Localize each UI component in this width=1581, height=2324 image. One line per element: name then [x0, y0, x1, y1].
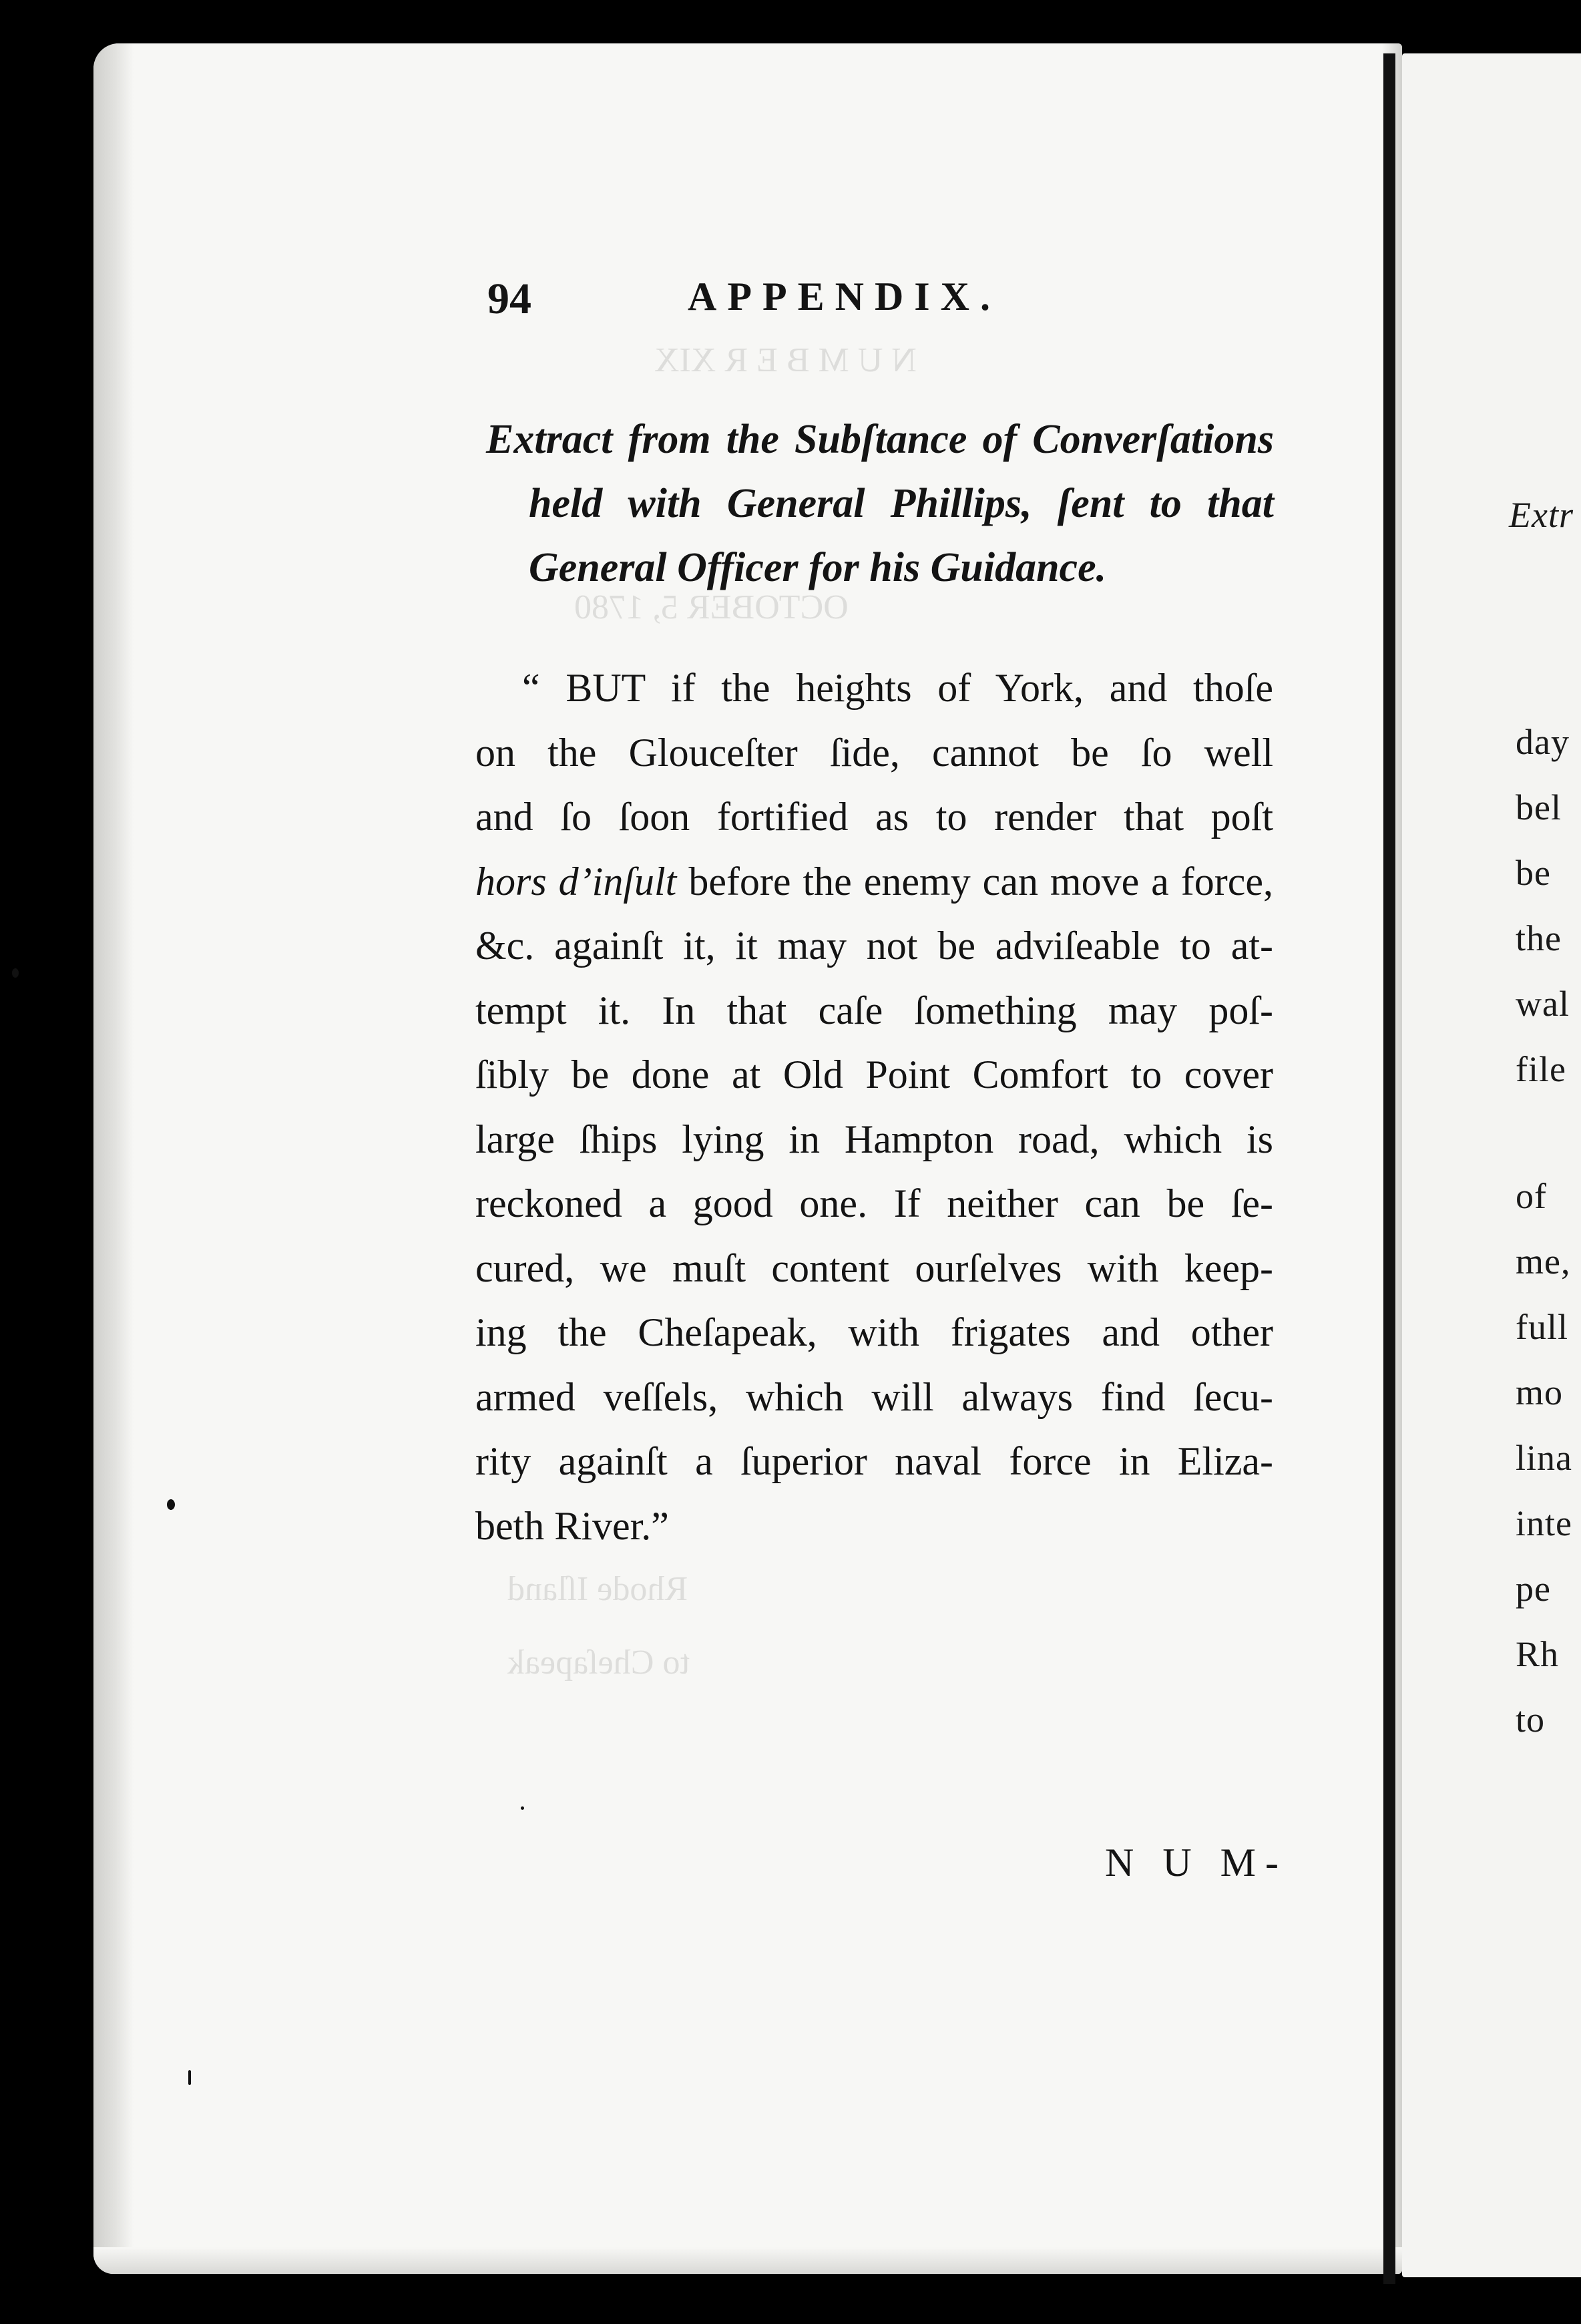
facing-line: bel	[1516, 787, 1562, 827]
facing-line: be	[1516, 853, 1551, 893]
page-number: 94	[487, 274, 531, 323]
show-through-text: to Cheſapeak	[507, 1643, 690, 1682]
body-line: beth River.”	[475, 1503, 669, 1548]
body-line: and ſo ſoon fortified as to render that poſt	[475, 795, 1273, 839]
body-line: “ BUT if the heights of York, and thoſe	[522, 666, 1273, 710]
page-bottom-shadow	[93, 2247, 1402, 2274]
facing-line: of	[1516, 1176, 1547, 1216]
caption-line: Extract from the Subſtance of Converſations	[486, 417, 1274, 462]
facing-line: file	[1516, 1049, 1566, 1089]
caption-line: General Officer for his Guidance.	[529, 545, 1107, 590]
facing-line: inte	[1516, 1503, 1572, 1543]
body-line	[475, 849, 1273, 914]
page-header	[487, 274, 1175, 334]
scan-speck	[167, 1499, 175, 1510]
body-text	[475, 656, 1273, 1558]
show-through-text: OCTOBER 5, 1780	[574, 588, 849, 626]
facing-line: day	[1516, 722, 1570, 762]
caption-line: held with General Phillips, ſent to that	[529, 481, 1274, 526]
facing-line: me,	[1516, 1241, 1571, 1282]
book-gutter	[1383, 53, 1395, 2284]
body-line: reckoned a good one. If neither can be ſe-	[475, 1181, 1273, 1225]
page-edge-shadow	[93, 43, 134, 2274]
facing-line: full	[1516, 1307, 1568, 1347]
show-through-text: N U M B E R XIX	[654, 341, 917, 379]
facing-page-fragment	[1402, 53, 1581, 2277]
body-line: ſibly be done at Old Point Comfort to cover	[475, 1052, 1273, 1097]
body-line: large ſhips lying in Hampton road, which is	[475, 1117, 1273, 1161]
scan-speck	[188, 2070, 191, 2085]
facing-line: wal	[1516, 984, 1570, 1024]
body-line: tempt it. In that caſe ſomething may poſ-	[475, 988, 1273, 1032]
italic-phrase: hors d’inſult	[475, 859, 677, 904]
facing-line: Rh	[1516, 1634, 1560, 1674]
extract-caption	[486, 407, 1274, 600]
facing-line: Extr	[1509, 495, 1574, 535]
body-line: rity againſt a ſuperior naval force in Eliza-	[475, 1439, 1273, 1483]
facing-line: to	[1516, 1700, 1546, 1740]
body-line: armed veſſels, which will always find ſecu-	[475, 1374, 1273, 1419]
body-line: ing the Cheſapeak, with frigates and other	[475, 1310, 1273, 1354]
body-line: &c. againſt it, it may not be adviſeable to at-	[475, 924, 1273, 968]
scan-speck	[521, 1806, 524, 1810]
facing-line: pe	[1516, 1569, 1551, 1609]
body-line-rest: before the enemy can move a force,	[676, 859, 1274, 904]
show-through-text: Rhode Iſland	[507, 1570, 688, 1608]
body-line: on the Glouceſter ſide, cannot be ſo well	[475, 730, 1273, 775]
facing-line: mo	[1516, 1372, 1564, 1412]
catchword: N U M-	[1105, 1841, 1288, 1885]
running-head: APPENDIX.	[688, 274, 1001, 319]
facing-line: the	[1516, 918, 1562, 958]
body-line: cured, we muſt content ourſelves with keep-	[475, 1245, 1273, 1290]
scan-speck	[12, 968, 19, 978]
facing-line: lina	[1516, 1438, 1572, 1478]
